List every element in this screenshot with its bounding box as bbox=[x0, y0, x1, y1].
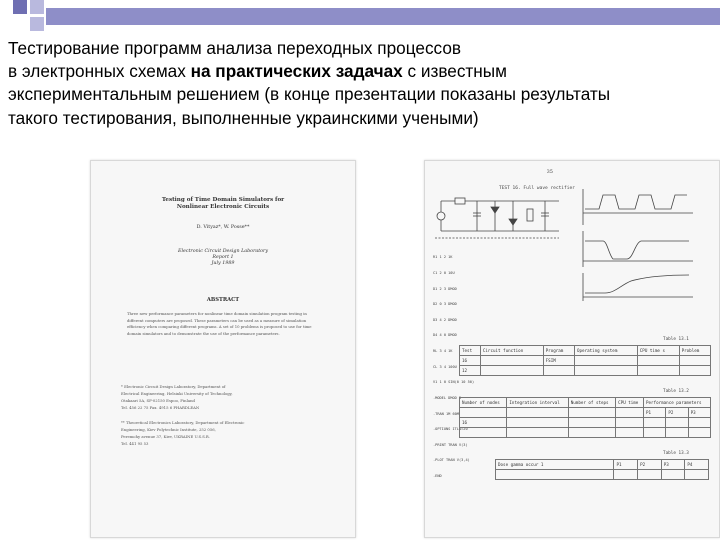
text-line: Тестирование программ анализа переходных процессов bbox=[8, 38, 462, 58]
header-stripe bbox=[46, 8, 720, 25]
table-cell bbox=[480, 356, 543, 366]
table-cell bbox=[638, 470, 662, 480]
table-cell bbox=[685, 470, 709, 480]
table-cell bbox=[575, 356, 638, 366]
table-cell: 16 bbox=[460, 356, 481, 366]
table-cell bbox=[460, 428, 507, 438]
table-header-cell: Integration interval bbox=[507, 398, 568, 408]
table-row bbox=[496, 470, 709, 480]
table-cell bbox=[460, 408, 507, 418]
table-header-cell: Operating system bbox=[575, 346, 638, 356]
listing-line: .TRAN 1M 60M bbox=[433, 411, 459, 416]
table-cell: P3 bbox=[688, 408, 710, 418]
table-header-row bbox=[460, 346, 711, 356]
text-line: такого тестирования, выполненные украинскими учеными) bbox=[8, 107, 479, 128]
table-caption: Table 13.1 bbox=[663, 337, 689, 342]
table-header-cell: Circuit function bbox=[480, 346, 543, 356]
table-caption: Table 13.2 bbox=[663, 389, 689, 394]
table-cell bbox=[679, 356, 710, 366]
abstract-text bbox=[127, 311, 323, 337]
table-header-row bbox=[460, 398, 711, 408]
footnote-affiliation bbox=[121, 383, 321, 411]
table-cell bbox=[507, 418, 568, 428]
listing-line: .OPTIONS ITL4=20 bbox=[433, 427, 468, 432]
table-cell bbox=[496, 470, 614, 480]
table-row bbox=[460, 418, 711, 428]
report-title bbox=[131, 197, 315, 211]
abstract-heading: ABSTRACT bbox=[206, 297, 240, 303]
results-table-3 bbox=[495, 459, 709, 480]
table-cell bbox=[637, 356, 679, 366]
table-cell bbox=[616, 428, 644, 438]
page-number: 35 bbox=[546, 169, 553, 175]
table-header-cell: Number of nodes bbox=[460, 398, 507, 408]
table-cell bbox=[480, 366, 543, 376]
footnote-line: Tel. 456 22 75 Fax. 4915 6 PHARDLEAN bbox=[121, 405, 200, 410]
table-cell bbox=[568, 408, 615, 418]
text-line bbox=[8, 60, 720, 83]
table-cell bbox=[568, 428, 615, 438]
listing-line: V1 1 0 SIN(0 10 50) bbox=[433, 380, 475, 385]
waveform-plots bbox=[575, 185, 699, 303]
table-header-row bbox=[496, 460, 709, 470]
listing-line: .MODEL DMOD D bbox=[433, 395, 462, 400]
listing-line: C1 2 0 10U bbox=[433, 271, 455, 276]
abstract-line: efficiency when comparing different programs. A set of 10 problems is proposed to use for time bbox=[127, 324, 312, 329]
footnote-line: Otakaari 5A, SF-02150 Espoo, Finland bbox=[121, 398, 195, 403]
listing-line: D4 4 0 DMOD bbox=[433, 333, 457, 338]
footnote-line: Tel. 441 95 53 bbox=[121, 441, 149, 446]
header-square bbox=[30, 17, 44, 31]
listing-line: RL 3 4 1K bbox=[433, 349, 453, 354]
table-cell bbox=[661, 470, 685, 480]
report-lab-line: Electronic Circuit Design Laboratory bbox=[177, 249, 269, 254]
footnote-line: Engineering, Kiev Polytechnic Institute, 252 056, bbox=[121, 427, 216, 432]
listing-line: CL 3 4 100U bbox=[433, 364, 457, 369]
table-header-cell: Performance parameters bbox=[644, 398, 711, 408]
report-title-line: Testing of Time Domain Simulators for bbox=[161, 197, 285, 203]
report-lab-line: July 1989 bbox=[211, 261, 235, 266]
slide-body-text bbox=[8, 37, 720, 130]
table-cell bbox=[507, 408, 568, 418]
listing-line: D3 4 2 DMOD bbox=[433, 317, 457, 322]
table-cell bbox=[679, 366, 710, 376]
listing-line: .END bbox=[433, 473, 442, 478]
table-cell bbox=[666, 428, 688, 438]
table-cell bbox=[568, 418, 615, 428]
table-header-cell: CPU time bbox=[616, 398, 644, 408]
table-header-cell: P1 bbox=[614, 460, 638, 470]
abstract-line: domain simulators and to demonstrate the use of the performance parameters. bbox=[127, 330, 280, 336]
table-cell: 16 bbox=[460, 418, 507, 428]
table-header-cell: P4 bbox=[685, 460, 709, 470]
footnote-affiliation bbox=[121, 419, 321, 447]
table-cell bbox=[644, 418, 666, 428]
text-fragment: с известным bbox=[402, 61, 507, 82]
footnote-line: Electrical Engineering, Helsinki University of Technology, bbox=[121, 391, 233, 396]
table-row bbox=[460, 428, 711, 438]
table-cell: 12 bbox=[460, 366, 481, 376]
footnote-line: Peremohy avenue 37, Kiev, UKRAINE U.S.S.R. bbox=[121, 434, 210, 439]
table-cell bbox=[616, 408, 644, 418]
report-authors: D. Vityaz*, W. Posse** bbox=[196, 225, 250, 230]
table-cell bbox=[614, 470, 638, 480]
table-cell bbox=[637, 366, 679, 376]
table-cell bbox=[575, 366, 638, 376]
listing-line: D1 2 3 DMOD bbox=[433, 286, 457, 291]
listing-line: .PLOT TRAN V(3,4) bbox=[433, 458, 470, 463]
table-header-cell: Program bbox=[543, 346, 574, 356]
table-header-cell: P3 bbox=[661, 460, 685, 470]
table-header-cell: Dose gamma occur 1 bbox=[496, 460, 614, 470]
header-square bbox=[30, 0, 44, 14]
bold-phrase: на практических задачах bbox=[190, 61, 403, 82]
footnote-line: ** Theoretical Electronics Laboratory, Department of Electronic bbox=[121, 420, 245, 425]
table-header-cell: Test bbox=[460, 346, 481, 356]
table-cell bbox=[688, 418, 710, 428]
slide-header-bar bbox=[0, 0, 720, 33]
abstract-line: different computers are proposed. These parameters can be used as a measure of simulation bbox=[127, 317, 307, 323]
table-cell bbox=[644, 428, 666, 438]
report-title-line: Nonlinear Electronic Circuits bbox=[176, 204, 270, 210]
header-square bbox=[13, 0, 27, 14]
circuit-schematic bbox=[429, 183, 579, 251]
table-cell bbox=[666, 418, 688, 428]
report-lab bbox=[131, 249, 315, 267]
text-fragment: в электронных схемах bbox=[8, 61, 191, 82]
table-header-cell: P2 bbox=[638, 460, 662, 470]
circuit-caption: TEST 16. Full wave rectifier bbox=[499, 186, 575, 191]
table-cell bbox=[616, 418, 644, 428]
table-header-cell: Problem bbox=[679, 346, 710, 356]
table-row bbox=[460, 356, 711, 366]
table-header-cell: Number of steps bbox=[568, 398, 615, 408]
listing-line: .PRINT TRAN V(3) bbox=[433, 442, 468, 447]
text-line: экспериментальным решением (в конце презентации показаны результаты bbox=[8, 84, 611, 105]
scanned-title-page bbox=[90, 160, 356, 538]
listing-line: D2 0 3 DMOD bbox=[433, 302, 457, 307]
listing-line: R1 1 2 1K bbox=[433, 255, 453, 260]
report-lab-line: Report 1 bbox=[212, 255, 234, 260]
table-caption: Table 13.3 bbox=[663, 451, 689, 456]
table-cell bbox=[688, 428, 710, 438]
table-header-cell: CPU time s bbox=[637, 346, 679, 356]
table-cell bbox=[507, 428, 568, 438]
footnote-line: * Electronic Circuit Design Laboratory, Department of bbox=[121, 384, 226, 389]
table-row bbox=[460, 366, 711, 376]
table-cell: FSIM bbox=[543, 356, 574, 366]
scanned-results-page bbox=[424, 160, 720, 538]
table-cell bbox=[543, 366, 574, 376]
table-cell: P1 bbox=[644, 408, 666, 418]
abstract-line: Three new performance parameters for nonlinear time domain simulation program testing in bbox=[127, 311, 307, 316]
table-subheader-row bbox=[460, 408, 711, 418]
results-table-2 bbox=[459, 397, 711, 438]
table-cell: P2 bbox=[666, 408, 688, 418]
results-table-1 bbox=[459, 345, 711, 376]
